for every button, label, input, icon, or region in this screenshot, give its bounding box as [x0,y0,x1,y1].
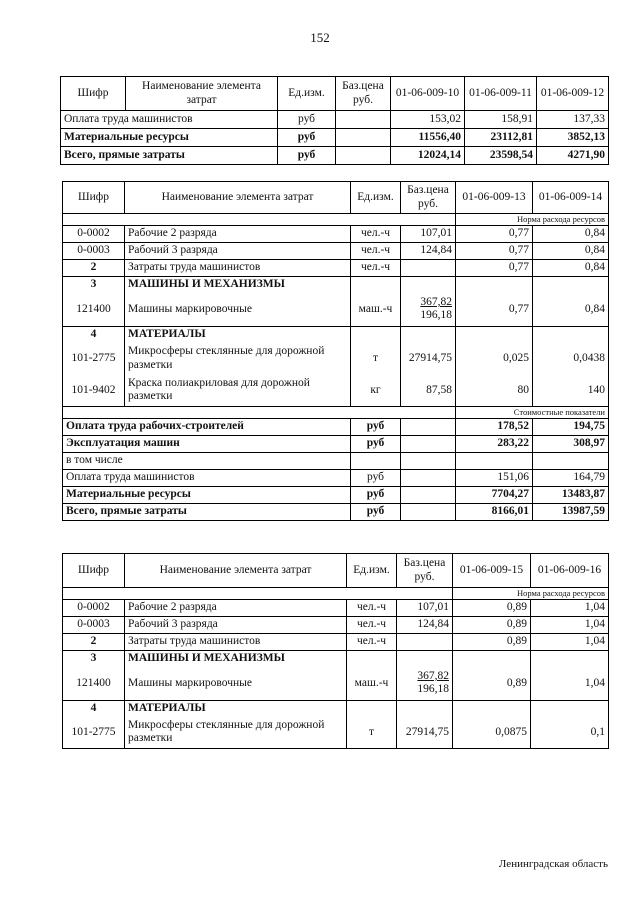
row-value: 0,89 [453,617,531,634]
row-value: 1,04 [531,667,609,701]
row-name: Рабочий 3 разряда [125,243,351,260]
section-code: 4 [63,327,125,343]
row-price-secondary: 196,18 [417,683,449,696]
row-value: 0,0875 [453,717,531,749]
col-header: Баз.цена руб. [336,77,391,111]
row-code: 121400 [63,667,125,701]
section-title: МАТЕРИАЛЫ [125,327,351,343]
row-value: 0,84 [533,243,609,260]
row-value: 140 [533,375,609,407]
norm-label: Норма расхода ресурсов [453,588,609,600]
table-row [63,504,609,521]
table-row [63,470,609,487]
table-row [63,617,609,634]
table-row [63,667,609,701]
row-code: 101-2775 [63,717,125,749]
row-unit: т [351,343,401,375]
row-value: 23112,81 [465,129,537,147]
col-header: 01-06-009-14 [533,182,609,214]
col-header: Ед.изм. [351,182,401,214]
row-name: Машины маркировочные [125,293,351,327]
row-code: 2 [63,634,125,651]
row-value: 178,52 [456,419,533,436]
row-unit [351,453,401,470]
row-name: Рабочие 2 разряда [125,226,351,243]
row-value [533,453,609,470]
row-unit: руб [351,419,401,436]
section-title: МАШИНЫ И МЕХАНИЗМЫ [125,651,347,667]
row-value: 0,0438 [533,343,609,375]
row-code: 0-0002 [63,600,125,617]
col-header: 01-06-009-12 [537,77,609,111]
table-row [61,129,609,147]
row-name: Материальные ресурсы [61,129,278,147]
row-price: 27914,75 [401,343,456,375]
row-code: 0-0003 [63,617,125,634]
row-unit: руб [351,470,401,487]
row-unit: маш.-ч [347,667,397,701]
row-value: 1,04 [531,600,609,617]
row-value: 11556,40 [391,129,465,147]
section-row [63,651,609,667]
row-name: в том числе [63,453,351,470]
table-row [63,600,609,617]
row-price: 107,01 [401,226,456,243]
row-value: 151,06 [456,470,533,487]
col-header: Наименование элемента затрат [126,77,278,111]
row-price: 124,84 [397,617,453,634]
table-row [63,375,609,407]
row-price: 87,58 [401,375,456,407]
row-name: Всего, прямые затраты [63,504,351,521]
row-name: Всего, прямые затраты [61,147,278,165]
row-unit: чел.-ч [351,243,401,260]
section-row [63,327,609,343]
row-value: 13987,59 [533,504,609,521]
estimate-table-1 [60,76,609,165]
col-header: Баз.цена руб. [397,554,453,588]
row-unit: руб [278,147,336,165]
table-header-row [63,554,609,588]
col-header: Шифр [61,77,126,111]
row-value: 0,89 [453,634,531,651]
row-value: 0,1 [531,717,609,749]
row-name: Машины маркировочные [125,667,347,701]
row-unit: чел.-ч [351,226,401,243]
table-row [63,717,609,749]
row-unit: чел.-ч [351,260,401,277]
col-header: 01-06-009-10 [391,77,465,111]
row-value: 1,04 [531,634,609,651]
table-row [63,243,609,260]
row-value: 0,77 [456,260,533,277]
row-value: 308,97 [533,436,609,453]
col-header: 01-06-009-11 [465,77,537,111]
subheader-row [63,588,609,600]
row-unit: чел.-ч [347,634,397,651]
row-value: 0,77 [456,226,533,243]
row-unit: руб [278,111,336,129]
row-code: 0-0002 [63,226,125,243]
table-row [63,226,609,243]
row-name: Оплата труда рабочих-строителей [63,419,351,436]
row-value: 80 [456,375,533,407]
table-row [63,436,609,453]
row-value [456,453,533,470]
row-unit: кг [351,375,401,407]
row-value: 0,84 [533,260,609,277]
row-value: 0,84 [533,293,609,327]
row-value: 4271,90 [537,147,609,165]
row-name: Оплата труда машинистов [63,470,351,487]
row-value: 153,02 [391,111,465,129]
row-value: 1,04 [531,617,609,634]
row-price: 107,01 [397,600,453,617]
row-name: Рабочий 3 разряда [125,617,347,634]
row-unit: руб [351,487,401,504]
table-row [61,147,609,165]
col-header: Наименование элемента затрат [125,554,347,588]
row-price: 124,84 [401,243,456,260]
row-value: 0,025 [456,343,533,375]
table-row [63,260,609,277]
col-header: Баз.цена руб. [401,182,456,214]
col-header: Наименование элемента затрат [125,182,351,214]
row-unit: руб [351,504,401,521]
row-unit: маш.-ч [351,293,401,327]
row-value: 0,89 [453,667,531,701]
table-row [63,293,609,327]
row-name: Микросферы стеклянные для дорожной разметки [125,343,351,375]
row-unit: руб [278,129,336,147]
col-header: 01-06-009-15 [453,554,531,588]
col-header: 01-06-009-13 [456,182,533,214]
row-value: 137,33 [537,111,609,129]
col-header: 01-06-009-16 [531,554,609,588]
section-row [63,701,609,717]
subheader-row [63,407,609,419]
subheader-row [63,214,609,226]
row-code: 0-0003 [63,243,125,260]
table-row [63,487,609,504]
row-price-secondary: 196,18 [420,309,452,322]
row-code: 2 [63,260,125,277]
section-title: МАТЕРИАЛЫ [125,701,347,717]
row-value: 8166,01 [456,504,533,521]
row-value: 0,77 [456,243,533,260]
row-value: 194,75 [533,419,609,436]
row-name: Материальные ресурсы [63,487,351,504]
row-unit: т [347,717,397,749]
row-value: 0,89 [453,600,531,617]
row-code: 121400 [63,293,125,327]
cost-label: Стоимостные показатели [456,407,609,419]
section-code: 4 [63,701,125,717]
row-unit: чел.-ч [347,617,397,634]
footer-region: Ленинградская область [498,858,608,870]
row-name: Оплата труда машинистов [61,111,278,129]
table-header-row [63,182,609,214]
table-row [63,343,609,375]
page-number: 152 [310,30,330,45]
section-code: 3 [63,651,125,667]
row-value: 164,79 [533,470,609,487]
row-price: 27914,75 [397,717,453,749]
row-price-main: 367,82 [420,296,452,309]
row-name: Краска полиакриловая для дорожной разметки [125,375,351,407]
row-value: 0,77 [456,293,533,327]
row-unit: руб [351,436,401,453]
section-code: 3 [63,277,125,293]
table-row [63,419,609,436]
col-header: Шифр [63,182,125,214]
row-code: 101-9402 [63,375,125,407]
row-unit: чел.-ч [347,600,397,617]
col-header: Ед.изм. [278,77,336,111]
col-header: Шифр [63,554,125,588]
row-name: Затраты труда машинистов [125,260,351,277]
table-row [63,634,609,651]
row-value: 12024,14 [391,147,465,165]
section-row [63,277,609,293]
estimate-table-2 [62,181,609,521]
estimate-table-3 [62,553,609,749]
table-header-row [61,77,609,111]
row-value: 23598,54 [465,147,537,165]
table-row [61,111,609,129]
row-value: 7704,27 [456,487,533,504]
row-value: 13483,87 [533,487,609,504]
row-name: Эксплуатация машин [63,436,351,453]
norm-label: Норма расхода ресурсов [456,214,609,226]
row-price-main: 367,82 [417,670,449,683]
row-code: 101-2775 [63,343,125,375]
row-value: 3852,13 [537,129,609,147]
row-price [401,293,456,327]
row-value: 158,91 [465,111,537,129]
row-value: 283,22 [456,436,533,453]
row-price [397,667,453,701]
col-header: Ед.изм. [347,554,397,588]
row-name: Рабочие 2 разряда [125,600,347,617]
table-row [63,453,609,470]
row-value: 0,84 [533,226,609,243]
section-title: МАШИНЫ И МЕХАНИЗМЫ [125,277,351,293]
row-name: Затраты труда машинистов [125,634,347,651]
row-name: Микросферы стеклянные для дорожной разметки [125,717,347,749]
